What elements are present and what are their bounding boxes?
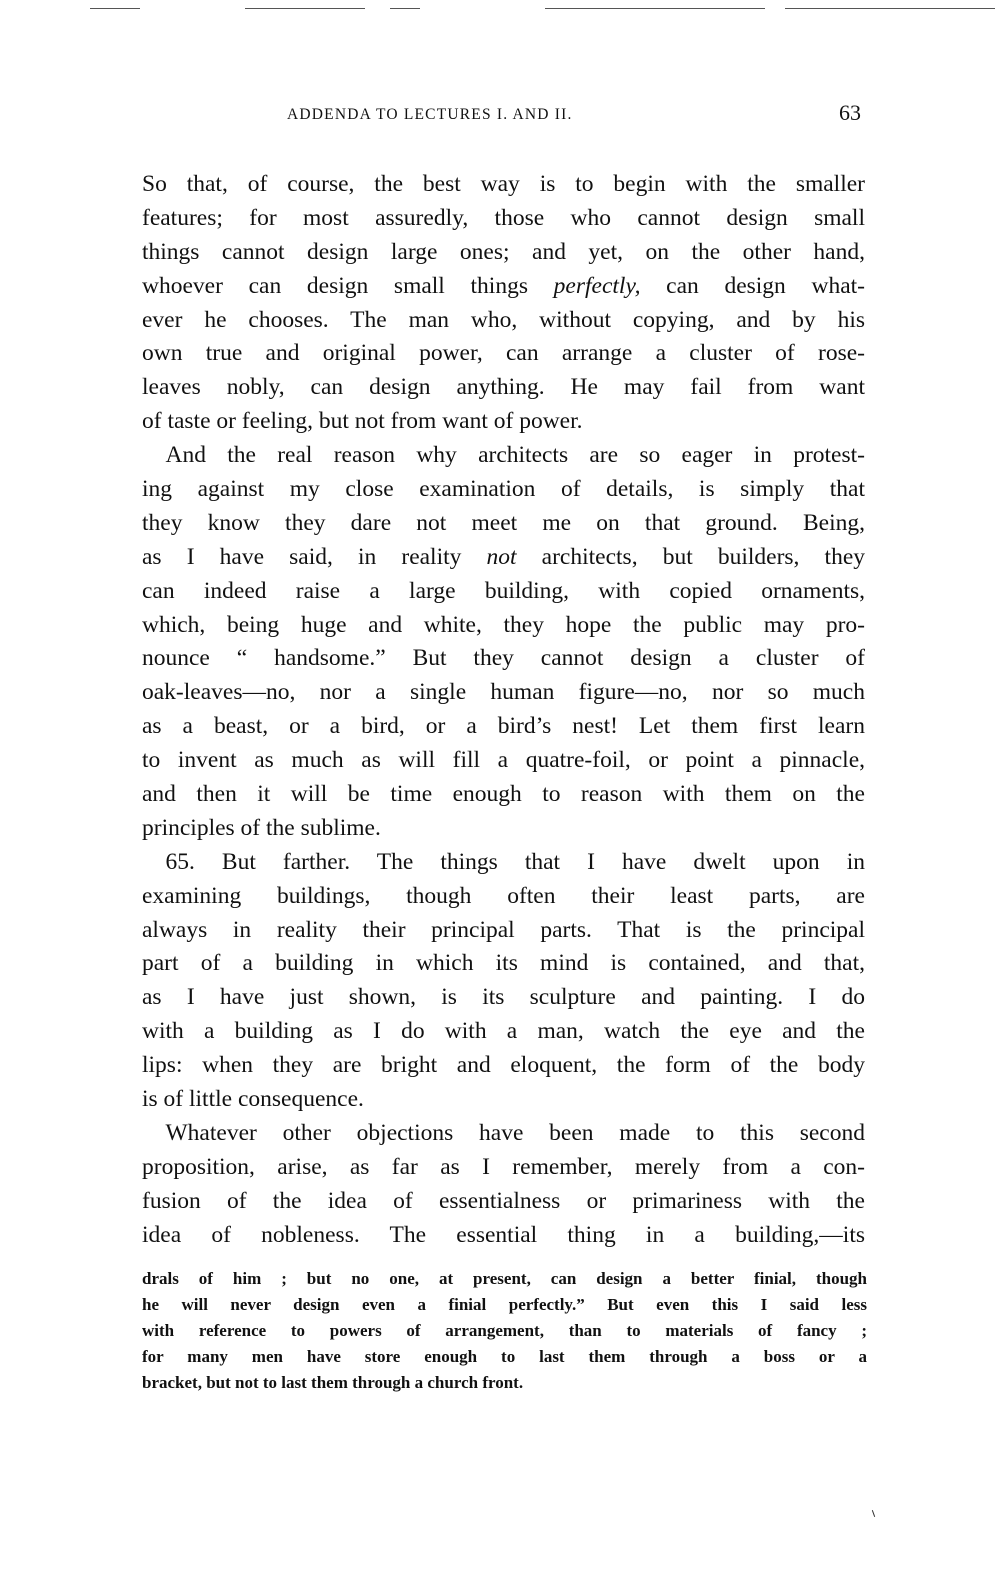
text-line: as I have just shown, is its sculpture and painting. I do — [142, 984, 865, 1011]
paragraph-start: And the real reason why architects are so eager in protest- — [142, 442, 865, 469]
text-line: part of a building in which its mind is contained, and that, — [142, 950, 865, 977]
text-line: can indeed raise a large building, with copied ornaments, — [142, 577, 865, 604]
text-line: fusion of the idea of essentialness or primariness with the — [142, 1187, 865, 1214]
text-line: leaves nobly, can design anything. He may fail from want — [142, 374, 865, 401]
footnote-line: with reference to powers of arrangement, than to materials of fancy ; — [142, 1321, 867, 1340]
italic-emphasis: not — [486, 543, 517, 570]
paragraph-start: Whatever other objections have been made to this second — [142, 1119, 865, 1146]
text-line: own true and original power, can arrange a cluster of rose- — [142, 340, 865, 367]
text-line: always in reality their principal parts. That is the principal — [142, 916, 865, 943]
text-line: with a building as I do with a man, watch the eye and the — [142, 1018, 865, 1045]
text-line: features; for most assuredly, those who cannot design small — [142, 204, 865, 231]
text-line: ing against my close examination of details, is simply that — [142, 476, 865, 503]
text-line: principles of the sublime. — [142, 814, 381, 841]
footnote-line: for many men have store enough to last them through a boss or a — [142, 1347, 867, 1366]
text-line: as I have said, in reality not architects, but builders, they — [142, 543, 865, 570]
text-line: idea of nobleness. The essential thing in a building,—its — [142, 1221, 865, 1248]
text-line: nounce “ handsome.” But they cannot design a cluster of — [142, 645, 865, 672]
italic-emphasis: perfectly, — [553, 272, 641, 299]
text-line: examining buildings, though often their least parts, are — [142, 882, 865, 909]
text-line: ever he chooses. The man who, without copying, and by his — [142, 306, 865, 333]
text-line: is of little consequence. — [142, 1086, 364, 1113]
footnote-line: drals of him ; but no one, at present, can design a better finial, though — [142, 1269, 867, 1288]
footnote-line: he will never design even a finial perfectly.” But even this I said less — [142, 1295, 867, 1314]
text-line: So that, of course, the best way is to begin with the smaller — [142, 171, 865, 197]
text-line: of taste or feeling, but not from want of power. — [142, 408, 583, 435]
text-line: which, being huge and white, they hope the public may pro- — [142, 611, 865, 638]
text-line: whoever can design small things perfectly, can design what- — [142, 272, 865, 299]
text-line: things cannot design large ones; and yet, on the other hand, — [142, 238, 865, 265]
body-text — [142, 168, 865, 1253]
scan-speck — [872, 1510, 875, 1517]
page-number: 63 — [839, 100, 861, 125]
footnote-line: bracket, but not to last them through a church front. — [142, 1373, 524, 1392]
text-line: and then it will be time enough to reason with them on the — [142, 781, 865, 808]
text-line: proposition, arise, as far as I remember, merely from a con- — [142, 1153, 865, 1180]
footnote — [142, 1266, 867, 1396]
paragraph-start: 65. But farther. The things that I have dwelt upon in — [142, 848, 865, 875]
text-line: lips: when they are bright and eloquent, the form of the body — [142, 1052, 865, 1079]
text-line: oak-leaves—no, nor a single human figure—no, nor so much — [142, 679, 865, 706]
text-line: they know they dare not meet me on that ground. Being, — [142, 509, 865, 536]
text-line: to invent as much as will fill a quatre-foil, or point a pinnacle, — [142, 747, 865, 774]
page-header — [142, 100, 865, 134]
text-line: as a beast, or a bird, or a bird’s nest! Let them first learn — [142, 713, 865, 740]
scan-artifact-top-edge — [0, 8, 1000, 11]
running-title: ADDENDA TO LECTURES I. AND II. — [287, 106, 573, 123]
